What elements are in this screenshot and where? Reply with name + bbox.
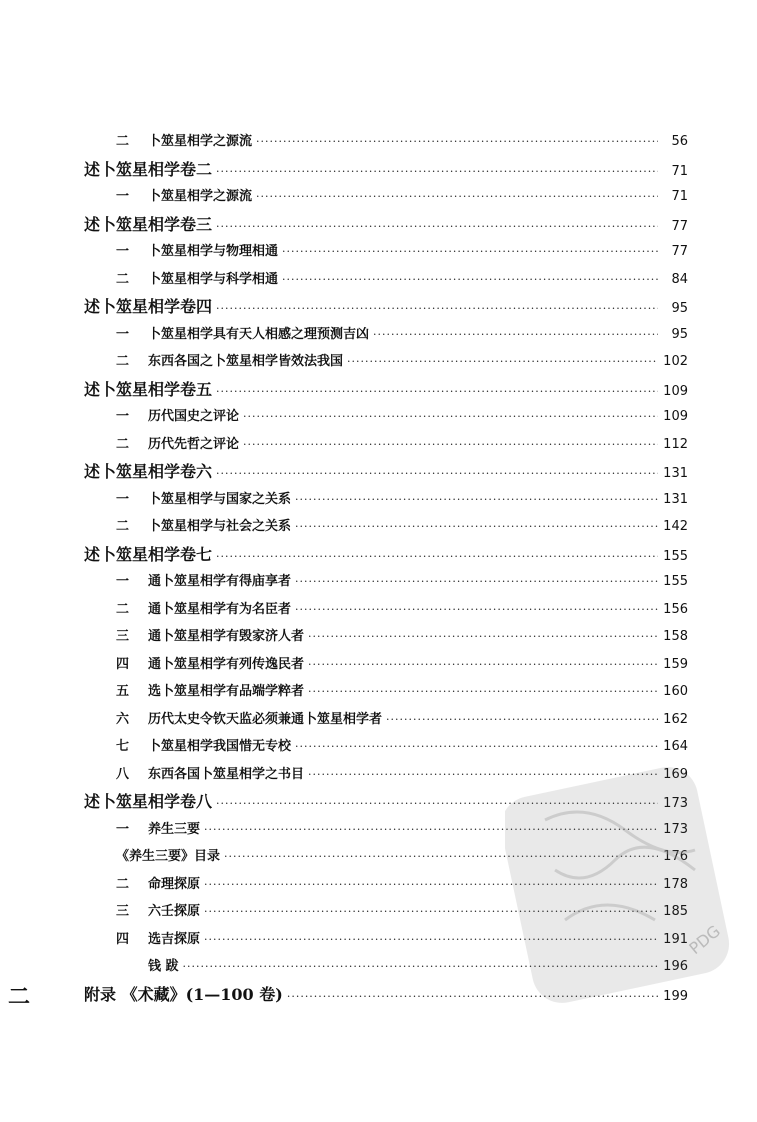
toc-entry-number: 一 xyxy=(116,574,130,589)
toc-section-entry xyxy=(84,871,688,899)
toc-entry-page: 178 xyxy=(663,876,688,892)
toc-entry-number: 一 xyxy=(116,409,130,424)
toc-entry-page: 142 xyxy=(663,519,688,534)
toc-entry-title: 历代太史令钦天监必须兼通卜筮星相学者 xyxy=(148,711,383,727)
dot-leader xyxy=(204,816,658,844)
toc-entry-number: 一 xyxy=(116,821,130,837)
dot-leader xyxy=(308,651,658,679)
toc-entry-title: 述卜筮星相学卷五 xyxy=(84,379,213,399)
toc-entry-page: 185 xyxy=(663,904,688,919)
toc-entry-number: 二 xyxy=(116,876,130,892)
toc-entry-title: 《养生三要》目录 xyxy=(116,849,221,864)
toc-entry-title: 卜筮星相学我国惜无专校 xyxy=(148,739,292,754)
toc-section-entry xyxy=(84,953,688,981)
toc-entry-title: 养生三要 xyxy=(148,821,201,837)
page-number: 二 xyxy=(8,984,31,1010)
toc-entry-page: 84 xyxy=(671,271,688,287)
dot-leader xyxy=(287,983,658,1011)
toc-entry-page: 155 xyxy=(663,548,688,564)
toc-entry-number: 八 xyxy=(116,766,130,782)
toc-entry-number: 三 xyxy=(116,904,130,919)
toc-entry-title: 述卜筮星相学卷三 xyxy=(84,214,213,234)
toc-section-entry xyxy=(84,816,688,844)
toc-section-entry xyxy=(84,926,688,954)
toc-entry-number: 四 xyxy=(116,656,130,672)
toc-entry-page: 160 xyxy=(663,684,688,699)
toc-entry-title: 通卜筮星相学有列传逸民者 xyxy=(148,656,305,672)
toc-section-entry xyxy=(84,761,688,789)
dot-leader xyxy=(295,486,658,514)
dot-leader xyxy=(204,926,658,954)
dot-leader xyxy=(308,761,658,789)
toc-entry-number: 一 xyxy=(116,491,130,507)
dot-leader xyxy=(386,706,658,734)
dot-leader xyxy=(216,213,658,241)
toc-entry-page: 77 xyxy=(671,244,688,259)
toc-entry-title: 选吉探原 xyxy=(148,931,201,947)
toc-entry-page: 112 xyxy=(663,436,688,452)
toc-entry-number: 二 xyxy=(116,601,130,617)
toc-volume-entry xyxy=(84,376,688,404)
toc-section-entry xyxy=(84,843,688,871)
toc-entry-page: 102 xyxy=(663,354,688,369)
toc-entry-title: 卜筮星相学与国家之关系 xyxy=(148,491,292,507)
toc-entry-page: 162 xyxy=(663,711,688,727)
toc-entry-title: 卜筮星相学之源流 xyxy=(148,134,253,149)
toc-section-entry xyxy=(84,706,688,734)
toc-entry-page: 109 xyxy=(663,383,688,399)
toc-volume-entry xyxy=(84,788,688,816)
dot-leader xyxy=(216,378,658,406)
toc-entry-title: 述卜筮星相学卷六 xyxy=(84,462,213,481)
toc-entry-number: 三 xyxy=(116,629,130,644)
watermark-label: PDG xyxy=(685,921,724,959)
dot-leader xyxy=(256,183,658,211)
toc-entry-title: 历代先哲之评论 xyxy=(148,436,240,452)
dot-leader xyxy=(216,543,658,571)
toc-section-entry xyxy=(84,513,688,541)
toc-entry-page: 176 xyxy=(663,849,688,864)
dot-leader xyxy=(243,431,658,459)
toc-section-entry xyxy=(84,238,688,266)
toc-entry-title: 述卜筮星相学卷七 xyxy=(84,544,213,564)
toc-entry-page: 56 xyxy=(671,134,688,149)
toc-section-entry xyxy=(84,623,688,651)
toc-entry-page: 173 xyxy=(663,796,688,811)
toc-section-entry xyxy=(84,431,688,459)
toc-entry-page: 169 xyxy=(663,766,688,782)
toc-section-entry xyxy=(84,183,688,211)
toc-volume-entry xyxy=(84,293,688,321)
toc-section-entry xyxy=(84,348,688,376)
dot-leader xyxy=(183,953,658,981)
toc-entry-page: 159 xyxy=(663,656,688,672)
dot-leader xyxy=(347,348,658,376)
toc-entry-title: 卜筮星相学之源流 xyxy=(148,189,253,204)
toc-volume-entry xyxy=(84,541,688,569)
toc-entry-title: 附录 《术藏》(1—100 卷) xyxy=(84,984,283,1004)
dot-leader xyxy=(216,460,658,488)
toc-entry-number: 二 xyxy=(116,519,130,534)
toc-entry-page: 131 xyxy=(663,466,688,481)
toc-entry-title: 述卜筮星相学卷八 xyxy=(84,792,213,811)
toc-entry-title: 通卜筮星相学有毁家济人者 xyxy=(148,629,305,644)
toc-entry-number: 七 xyxy=(116,739,130,754)
toc-section-entry xyxy=(84,651,688,679)
toc-section-entry xyxy=(84,266,688,294)
toc-entry-page: 158 xyxy=(663,629,688,644)
toc-entry-title: 东西各国之卜筮星相学皆效法我国 xyxy=(148,354,344,369)
toc-entry-number: 四 xyxy=(116,931,130,947)
toc-section-entry xyxy=(84,678,688,706)
dot-leader xyxy=(295,568,658,596)
dot-leader xyxy=(216,295,658,323)
toc-entry-title: 述卜筮星相学卷四 xyxy=(84,297,213,316)
toc-entry-page: 191 xyxy=(663,931,688,947)
toc-entry-page: 173 xyxy=(663,821,688,837)
dot-leader xyxy=(224,843,658,871)
dot-leader xyxy=(282,266,658,294)
dot-leader xyxy=(308,623,658,651)
toc-entry-page: 95 xyxy=(671,326,688,342)
toc-section-entry xyxy=(84,733,688,761)
dot-leader xyxy=(295,596,658,624)
dot-leader xyxy=(243,403,658,431)
toc-entry-number: 二 xyxy=(116,271,130,287)
dot-leader xyxy=(204,871,658,899)
toc-section-entry xyxy=(84,898,688,926)
toc-entry-page: 156 xyxy=(663,601,688,617)
toc-entry-title: 六壬探原 xyxy=(148,904,201,919)
toc-volume-entry xyxy=(84,211,688,239)
toc-volume-entry xyxy=(84,981,688,1009)
toc-entry-page: 109 xyxy=(663,409,688,424)
toc-section-entry xyxy=(84,568,688,596)
dot-leader xyxy=(256,128,658,156)
dot-leader xyxy=(216,158,658,186)
toc-section-entry xyxy=(84,486,688,514)
toc-entry-page: 71 xyxy=(671,163,688,179)
toc-volume-entry xyxy=(84,156,688,184)
dot-leader xyxy=(282,238,658,266)
toc-entry-title: 选卜筮星相学有品端学粹者 xyxy=(148,684,305,699)
toc-section-entry xyxy=(84,128,688,156)
toc-entry-page: 95 xyxy=(671,301,688,316)
toc-entry-title: 钱 跋 xyxy=(148,959,179,974)
dot-leader xyxy=(204,898,658,926)
toc-entry-number: 一 xyxy=(116,244,130,259)
scan-margin-artifact xyxy=(6,150,46,350)
toc-entry-title: 卜筮星相学与物理相通 xyxy=(148,244,279,259)
toc-entry-number: 六 xyxy=(116,711,130,727)
dot-leader xyxy=(216,790,658,818)
toc-entry-page: 196 xyxy=(663,959,688,974)
toc-section-entry xyxy=(84,596,688,624)
dot-leader xyxy=(373,321,658,349)
toc-entry-title: 卜筮星相学与科学相通 xyxy=(148,271,279,287)
toc-entry-title: 通卜筮星相学有得庙享者 xyxy=(148,574,292,589)
toc-entry-title: 历代国史之评论 xyxy=(148,409,240,424)
dot-leader xyxy=(308,678,658,706)
toc-entry-title: 述卜筮星相学卷二 xyxy=(84,159,213,179)
toc-entry-title: 东西各国卜筮星相学之书目 xyxy=(148,766,305,782)
toc-entry-page: 71 xyxy=(671,189,688,204)
toc-entry-number: 二 xyxy=(116,134,130,149)
toc-entry-number: 五 xyxy=(116,684,130,699)
toc-section-entry xyxy=(84,321,688,349)
toc-entry-title: 通卜筮星相学有为名臣者 xyxy=(148,601,292,617)
toc-entry-title: 命理探原 xyxy=(148,876,201,892)
toc-entry-number: 二 xyxy=(116,354,130,369)
toc-entry-page: 155 xyxy=(663,574,688,589)
toc-entry-page: 77 xyxy=(671,218,688,234)
toc-entry-number: 二 xyxy=(116,436,130,452)
dot-leader xyxy=(295,513,658,541)
toc-entry-page: 199 xyxy=(663,988,688,1004)
toc-volume-entry xyxy=(84,458,688,486)
toc-entry-number: 一 xyxy=(116,189,130,204)
toc-section-entry xyxy=(84,403,688,431)
toc-entry-title: 卜筮星相学具有天人相感之理预测吉凶 xyxy=(148,326,370,342)
dot-leader xyxy=(295,733,658,761)
toc-entry-page: 131 xyxy=(663,491,688,507)
toc-entry-title: 卜筮星相学与社会之关系 xyxy=(148,519,292,534)
table-of-contents xyxy=(84,128,688,1008)
toc-entry-page: 164 xyxy=(663,739,688,754)
toc-entry-number: 一 xyxy=(116,326,130,342)
